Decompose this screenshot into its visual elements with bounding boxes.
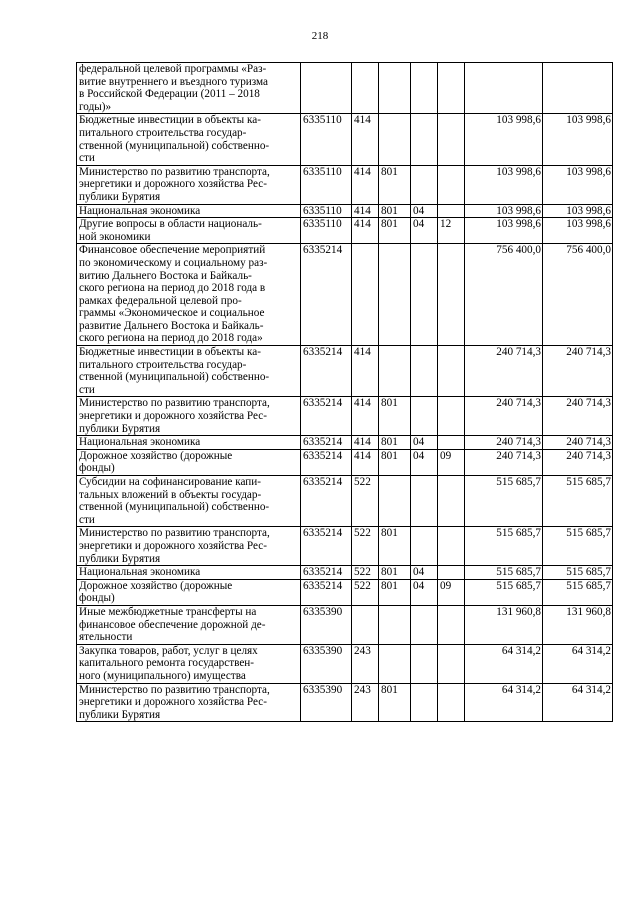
- table-row: [77, 244, 613, 346]
- section-code-cell: [411, 397, 438, 436]
- subsection-code-cell: 12: [438, 218, 465, 244]
- department-code-cell: 801: [379, 683, 411, 722]
- section-code-cell: 04: [411, 218, 438, 244]
- amount-total-cell: [543, 63, 613, 114]
- row-name-cell: Национальная экономика: [77, 566, 301, 580]
- row-name-cell: Бюджетные инвестиции в объекты ка- питального строительства государ- ственной (муниципальной) собственно- сти: [77, 114, 301, 165]
- table-row: [77, 397, 613, 436]
- department-code-cell: [379, 605, 411, 644]
- amount-total-cell: 756 400,0: [543, 244, 613, 346]
- amount-cell: 240 714,3: [465, 397, 543, 436]
- department-code-cell: 801: [379, 204, 411, 218]
- expense-type-code-cell: 414: [352, 436, 379, 450]
- subsection-code-cell: [438, 165, 465, 204]
- amount-total-cell: 515 685,7: [543, 579, 613, 605]
- row-name-cell: федеральной целевой программы «Раз- витие внутреннего и въездного туризма в Российской Федерации (2011 – 2018 годы)»: [77, 63, 301, 114]
- subsection-code-cell: [438, 644, 465, 683]
- table-row: [77, 436, 613, 450]
- amount-total-cell: 515 685,7: [543, 566, 613, 580]
- amount-cell: 64 314,2: [465, 683, 543, 722]
- expense-type-code-cell: 522: [352, 476, 379, 527]
- subsection-code-cell: [438, 204, 465, 218]
- target-article-code-cell: 6335214: [301, 397, 352, 436]
- section-code-cell: [411, 644, 438, 683]
- amount-cell: 103 998,6: [465, 204, 543, 218]
- target-article-code-cell: 6335214: [301, 476, 352, 527]
- subsection-code-cell: [438, 397, 465, 436]
- target-article-code-cell: 6335390: [301, 644, 352, 683]
- amount-total-cell: 240 714,3: [543, 449, 613, 475]
- table-row: [77, 527, 613, 566]
- expense-type-code-cell: [352, 63, 379, 114]
- target-article-code-cell: 6335110: [301, 114, 352, 165]
- section-code-cell: 04: [411, 436, 438, 450]
- expense-type-code-cell: [352, 244, 379, 346]
- table-row: [77, 63, 613, 114]
- amount-cell: 131 960,8: [465, 605, 543, 644]
- amount-cell: 103 998,6: [465, 114, 543, 165]
- table-row: [77, 644, 613, 683]
- row-name-cell: Другие вопросы в области националь- ной экономики: [77, 218, 301, 244]
- expense-type-code-cell: 243: [352, 644, 379, 683]
- section-code-cell: [411, 527, 438, 566]
- table-row: [77, 114, 613, 165]
- department-code-cell: [379, 346, 411, 397]
- subsection-code-cell: 09: [438, 449, 465, 475]
- table-row: [77, 165, 613, 204]
- expense-type-code-cell: 522: [352, 527, 379, 566]
- row-name-cell: Министерство по развитию транспорта, энергетики и дорожного хозяйства Рес- публики Бурятия: [77, 397, 301, 436]
- expense-type-code-cell: 522: [352, 579, 379, 605]
- amount-cell: 515 685,7: [465, 566, 543, 580]
- subsection-code-cell: [438, 346, 465, 397]
- row-name-cell: Иные межбюджетные трансферты на финансовое обеспечение дорожной де- ятельности: [77, 605, 301, 644]
- row-name-cell: Министерство по развитию транспорта, энергетики и дорожного хозяйства Рес- публики Бурятия: [77, 683, 301, 722]
- amount-cell: 240 714,3: [465, 436, 543, 450]
- target-article-code-cell: 6335214: [301, 449, 352, 475]
- page-number: 218: [311, 30, 329, 42]
- section-code-cell: [411, 114, 438, 165]
- subsection-code-cell: [438, 527, 465, 566]
- section-code-cell: 04: [411, 204, 438, 218]
- target-article-code-cell: 6335390: [301, 683, 352, 722]
- row-name-cell: Национальная экономика: [77, 436, 301, 450]
- expense-type-code-cell: 414: [352, 218, 379, 244]
- section-code-cell: 04: [411, 579, 438, 605]
- section-code-cell: [411, 346, 438, 397]
- table-row: [77, 449, 613, 475]
- subsection-code-cell: [438, 476, 465, 527]
- row-name-cell: Закупка товаров, работ, услуг в целях капитального ремонта государствен- ного (муниципального) имущества: [77, 644, 301, 683]
- department-code-cell: 801: [379, 165, 411, 204]
- department-code-cell: [379, 476, 411, 527]
- target-article-code-cell: 6335214: [301, 527, 352, 566]
- target-article-code-cell: [301, 63, 352, 114]
- target-article-code-cell: 6335214: [301, 579, 352, 605]
- target-article-code-cell: 6335110: [301, 165, 352, 204]
- amount-total-cell: 515 685,7: [543, 476, 613, 527]
- amount-cell: 756 400,0: [465, 244, 543, 346]
- expense-type-code-cell: 414: [352, 114, 379, 165]
- section-code-cell: [411, 476, 438, 527]
- department-code-cell: [379, 244, 411, 346]
- expense-type-code-cell: 414: [352, 346, 379, 397]
- row-name-cell: Национальная экономика: [77, 204, 301, 218]
- table-row: [77, 566, 613, 580]
- amount-total-cell: 103 998,6: [543, 218, 613, 244]
- amount-cell: [465, 63, 543, 114]
- budget-table: [76, 62, 613, 722]
- section-code-cell: 04: [411, 566, 438, 580]
- amount-cell: 515 685,7: [465, 579, 543, 605]
- section-code-cell: [411, 605, 438, 644]
- row-name-cell: Министерство по развитию транспорта, энергетики и дорожного хозяйства Рес- публики Бурятия: [77, 527, 301, 566]
- expense-type-code-cell: 414: [352, 165, 379, 204]
- target-article-code-cell: 6335214: [301, 566, 352, 580]
- section-code-cell: [411, 683, 438, 722]
- subsection-code-cell: [438, 605, 465, 644]
- target-article-code-cell: 6335110: [301, 204, 352, 218]
- amount-cell: 64 314,2: [465, 644, 543, 683]
- row-name-cell: Бюджетные инвестиции в объекты ка- питального строительства государ- ственной (муниципальной) собственно- сти: [77, 346, 301, 397]
- row-name-cell: Министерство по развитию транспорта, энергетики и дорожного хозяйства Рес- публики Бурятия: [77, 165, 301, 204]
- row-name-cell: Дорожное хозяйство (дорожные фонды): [77, 579, 301, 605]
- amount-cell: 240 714,3: [465, 346, 543, 397]
- target-article-code-cell: 6335214: [301, 346, 352, 397]
- amount-total-cell: 131 960,8: [543, 605, 613, 644]
- table-row: [77, 605, 613, 644]
- department-code-cell: [379, 644, 411, 683]
- row-name-cell: Дорожное хозяйство (дорожные фонды): [77, 449, 301, 475]
- table-row: [77, 204, 613, 218]
- table-row: [77, 476, 613, 527]
- department-code-cell: 801: [379, 566, 411, 580]
- section-code-cell: [411, 63, 438, 114]
- subsection-code-cell: [438, 436, 465, 450]
- department-code-cell: 801: [379, 579, 411, 605]
- amount-total-cell: 103 998,6: [543, 165, 613, 204]
- amount-cell: 515 685,7: [465, 476, 543, 527]
- section-code-cell: 04: [411, 449, 438, 475]
- amount-total-cell: 240 714,3: [543, 346, 613, 397]
- table-row: [77, 346, 613, 397]
- amount-cell: 240 714,3: [465, 449, 543, 475]
- subsection-code-cell: [438, 244, 465, 346]
- department-code-cell: 801: [379, 218, 411, 244]
- department-code-cell: 801: [379, 527, 411, 566]
- amount-total-cell: 515 685,7: [543, 527, 613, 566]
- subsection-code-cell: [438, 566, 465, 580]
- row-name-cell: Финансовое обеспечение мероприятий по экономическому и социальному раз- витию Дальнего Востока и Байкаль- ского региона на период до 2018 года в рамках федеральной целевой про- граммы «Экономическое и социальное развитие Дальнего Востока и Байкаль- ского региона на период до 2018 года»: [77, 244, 301, 346]
- subsection-code-cell: [438, 63, 465, 114]
- amount-total-cell: 64 314,2: [543, 644, 613, 683]
- section-code-cell: [411, 165, 438, 204]
- subsection-code-cell: [438, 114, 465, 165]
- department-code-cell: 801: [379, 436, 411, 450]
- expense-type-code-cell: 522: [352, 566, 379, 580]
- expense-type-code-cell: [352, 605, 379, 644]
- amount-total-cell: 240 714,3: [543, 397, 613, 436]
- table-row: [77, 683, 613, 722]
- department-code-cell: 801: [379, 449, 411, 475]
- department-code-cell: 801: [379, 397, 411, 436]
- expense-type-code-cell: 414: [352, 449, 379, 475]
- amount-cell: 515 685,7: [465, 527, 543, 566]
- target-article-code-cell: 6335110: [301, 218, 352, 244]
- row-name-cell: Субсидии на софинансирование капи- тальных вложений в объекты государ- ственной (муниципальной) собственно- сти: [77, 476, 301, 527]
- target-article-code-cell: 6335390: [301, 605, 352, 644]
- amount-cell: 103 998,6: [465, 165, 543, 204]
- amount-total-cell: 103 998,6: [543, 204, 613, 218]
- amount-total-cell: 64 314,2: [543, 683, 613, 722]
- table-row: [77, 218, 613, 244]
- expense-type-code-cell: 243: [352, 683, 379, 722]
- target-article-code-cell: 6335214: [301, 436, 352, 450]
- subsection-code-cell: 09: [438, 579, 465, 605]
- target-article-code-cell: 6335214: [301, 244, 352, 346]
- amount-total-cell: 240 714,3: [543, 436, 613, 450]
- subsection-code-cell: [438, 683, 465, 722]
- expense-type-code-cell: 414: [352, 397, 379, 436]
- expense-type-code-cell: 414: [352, 204, 379, 218]
- amount-cell: 103 998,6: [465, 218, 543, 244]
- amount-total-cell: 103 998,6: [543, 114, 613, 165]
- department-code-cell: [379, 114, 411, 165]
- table-row: [77, 579, 613, 605]
- department-code-cell: [379, 63, 411, 114]
- section-code-cell: [411, 244, 438, 346]
